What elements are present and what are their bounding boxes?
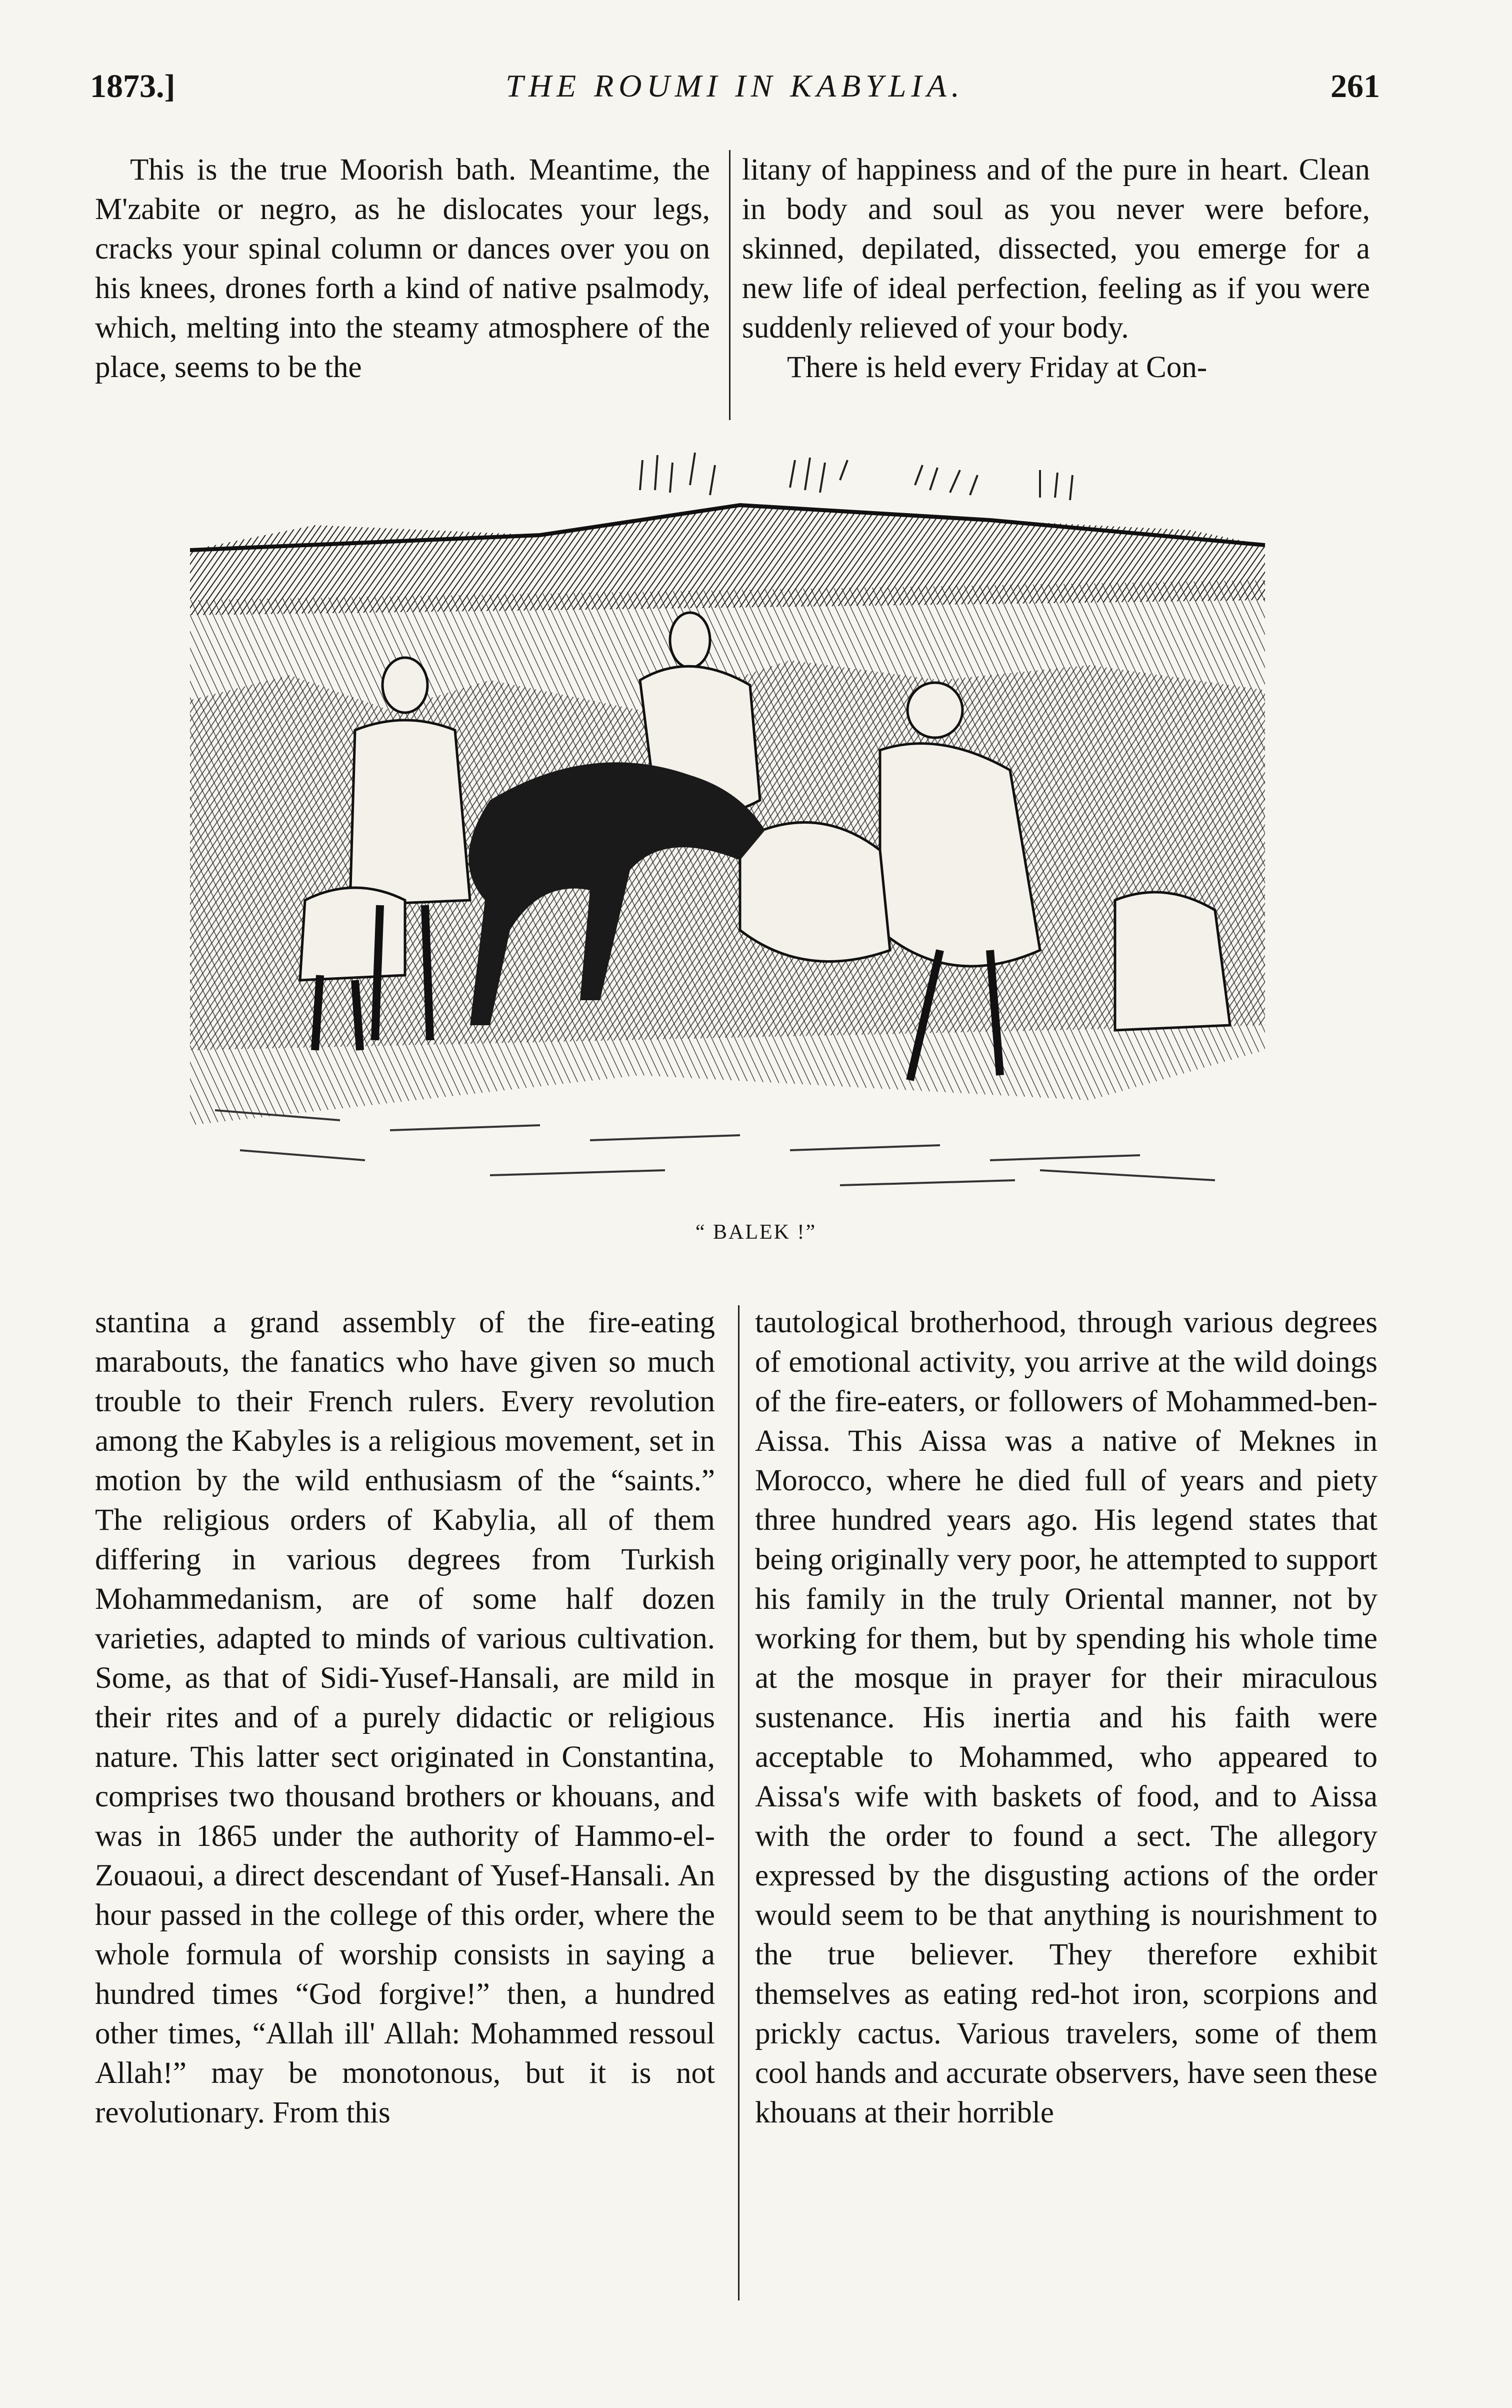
page-number: 261 — [1330, 68, 1380, 105]
top-right-new-paragraph: There is held every Friday at Con- — [787, 351, 1208, 384]
top-right-continuation-text: litany of happiness and of the pure in heart. Clean in body and soul as you never were before, skinned, depilated, dissected, you emerge for a new life of ideal perfection, feeling as if you were suddenly relieved of your body. — [742, 153, 1370, 345]
column-rule-bottom — [738, 1305, 740, 2300]
engraving-street-scene-illustration — [190, 450, 1290, 1200]
top-left-column-text: This is the true Moorish bath. Meantime, the M'zabite or negro, as he dislocates your legs, cracks your spinal column or dances over you on his knees, drones forth a kind of native psalmody, which, melting into the steamy atmosphere of the place, seems to be the — [95, 153, 710, 384]
column-rule-top — [729, 150, 730, 420]
running-header — [90, 68, 1380, 123]
header-title: THE ROUMI IN KABYLIA. — [506, 68, 964, 104]
bottom-right-column-text: tautological brotherhood, through various degrees of emotional activity, you arrive at the wild doings of the fire-eaters, or followers of Mohammed-ben-Aissa. This Aissa was a native of Meknes in Morocco, where he died full of years and piety three hundred years ago. His legend states that being originally very poor, he attempted to support his family in the truly Oriental manner, not by working for them, but by spending his whole time at the mosque in prayer for their miraculous sustenance. His inertia and his faith were acceptable to Mohammed, who appeared to Aissa's wife with baskets of food, and to Aissa with the order to found a sect. The allegory expressed by the disgusting actions of the order would seem to be that anything is nourishment to the true believer. They therefore exhibit themselves as eating red-hot iron, scorpions and prickly cactus. Various travelers, some of them cool hands and accurate observers, have seen these khouans at their horrible — [755, 1306, 1378, 2129]
bottom-left-column-text: stantina a grand assembly of the fire-eating marabouts, the fanatics who have given so much trouble to their French rulers. Every revolution among the Kabyles is a religious movement, set in motion by the wild enthusiasm of the “saints.” The religious orders of Kabylia, all of them differing in various degrees from Turkish Mohammedanism, are of some half dozen varieties, adapted to minds of various cultivation. Some, as that of Sidi-Yusef-Hansali, are mild in their rites and of a purely didactic or religious nature. This latter sect originated in Constantina, comprises two thousand brothers or khouans, and was in 1865 under the authority of Hammo-el-Zouaoui, a direct descendant of Yusef-Hansali. An hour passed in the college of this order, where the whole formula of worship consists in saying a hundred times “God forgive!” then, a hundred other times, “Allah ill' Allah: Mohammed ressoul Allah!” may be monotonous, but it is not revolutionary. From this — [95, 1306, 715, 2129]
illustration-caption: “ BALEK !” — [695, 1221, 817, 1244]
top-right-column — [742, 150, 1370, 387]
engraving-drawing — [190, 450, 1290, 1200]
header-year: 1873.] — [90, 68, 176, 105]
